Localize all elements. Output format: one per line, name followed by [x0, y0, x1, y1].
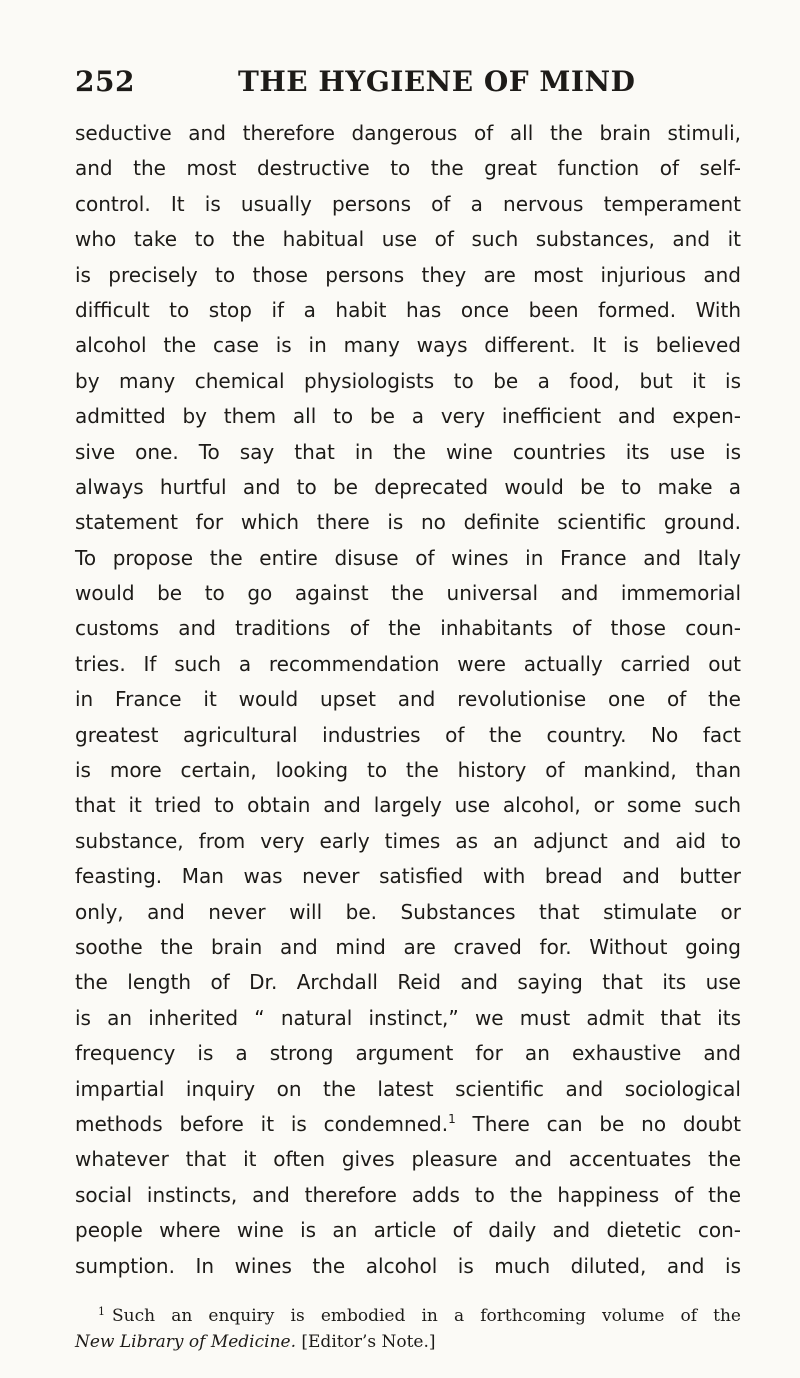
text-line: tries. If such a recommendation were actually carried out	[75, 651, 741, 676]
footnote-line	[75, 1329, 741, 1355]
text-segment: There can be no doubt	[472, 1111, 742, 1136]
text-line: social instincts, and therefore adds to the happiness of the	[75, 1182, 741, 1207]
text-line: frequency is a strong argument for an exhaustive and	[75, 1041, 741, 1066]
text-line: would be to go against the universal and immemorial	[75, 581, 741, 606]
text-line: soothe the brain and mind are craved for. Without going	[75, 934, 741, 959]
text-line: greatest agricultural industries of the country. No fact	[75, 722, 741, 747]
text-line: seductive and therefore dangerous of all the brain stimuli,	[75, 121, 741, 145]
text-line: the length of Dr. Archdall Reid and saying that its use	[75, 970, 741, 995]
text-line: is an inherited “ natural instinct,” we must admit that its	[75, 1005, 741, 1030]
footnote	[75, 1303, 741, 1355]
text-line: statement for which there is no definite scientific ground.	[75, 510, 741, 535]
text-line: is precisely to those persons they are most injurious and	[75, 262, 741, 287]
text-line: is more certain, looking to the history of mankind, than	[75, 758, 741, 783]
text-line: by many chemical physiologists to be a food, but it is	[75, 368, 741, 393]
text-line: To propose the entire disuse of wines in France and Italy	[75, 545, 741, 570]
text-line: control. It is usually persons of a nervous temperament	[75, 191, 741, 216]
text-line: only, and never will be. Substances that stimulate or	[75, 899, 741, 924]
running-head	[75, 62, 740, 102]
text-line: people where wine is an article of daily and dietetic con-	[75, 1218, 741, 1243]
text-line: whatever that it often gives pleasure and accentuates the	[75, 1147, 741, 1172]
text-line: difficult to stop if a habit has once been formed. With	[75, 297, 741, 322]
text-line: feasting. Man was never satisfied with bread and butter	[75, 864, 741, 889]
text-line: and the most destructive to the great function of self-	[75, 156, 741, 181]
footnote-line	[75, 1303, 741, 1329]
footnote-book-title: New Library of Medicine.	[75, 1332, 296, 1352]
footnote-text: Such an enquiry is embodied in a forthcoming volume of the	[112, 1306, 741, 1326]
text-line: substance, from very early times as an adjunct and aid to	[75, 828, 741, 853]
footnote-marker: 1	[98, 1305, 105, 1318]
text-line: customs and traditions of the inhabitants of those coun-	[75, 616, 741, 641]
text-line: admitted by them all to be a very inefficient and expen-	[75, 404, 741, 429]
text-line: that it tried to obtain and largely use alcohol, or some such	[75, 793, 741, 818]
text-line: alcohol the case is in many ways different. It is believed	[75, 333, 741, 358]
text-line: sive one. To say that in the wine countries its use is	[75, 439, 741, 464]
text-line-with-footnote-ref	[75, 1107, 741, 1142]
text-line: always hurtful and to be deprecated would be to make a	[75, 474, 741, 499]
footnote-reference: 1	[448, 1111, 456, 1126]
text-line: impartial inquiry on the latest scientific and sociological	[75, 1076, 741, 1101]
footnote-text: [Editor’s Note.]	[301, 1332, 436, 1352]
text-line: in France it would upset and revolutionise one of the	[75, 687, 741, 712]
text-line: sumption. In wines the alcohol is much diluted, and is	[75, 1253, 741, 1278]
page-number: 252	[75, 65, 135, 98]
body-text	[75, 116, 741, 1284]
text-line: who take to the habitual use of such substances, and it	[75, 227, 741, 252]
text-segment: methods before it is condemned.	[75, 1111, 449, 1136]
page-title: THE HYGIENE OF MIND	[238, 65, 636, 98]
